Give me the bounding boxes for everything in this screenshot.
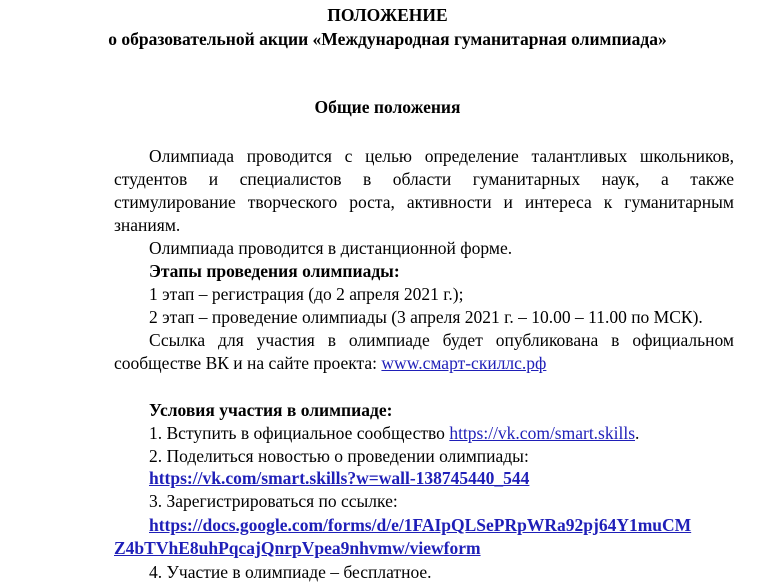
condition-1: [149, 422, 734, 444]
section-heading-general: Общие положения: [314, 97, 461, 117]
document-title: ПОЛОЖЕНИЕ: [327, 5, 448, 25]
vk-community-link[interactable]: https://vk.com/smart.skills: [449, 423, 636, 443]
vk-wall-post-link[interactable]: https://vk.com/smart.skills?w=wall-138745440_544: [149, 468, 530, 488]
site-link[interactable]: www.смарт-скиллс.рф: [381, 353, 547, 373]
registration-form-link-part-2[interactable]: Z4bTVhE8uhPqcajQnrpVpea9nhvmw/viewform: [114, 538, 481, 558]
document-subtitle: о образовательной акции «Международная гуманитарная олимпиада»: [108, 29, 667, 49]
condition-2: 2. Поделиться новостью о проведении олимпиады:: [149, 446, 529, 466]
stages-heading: Этапы проведения олимпиады:: [149, 261, 400, 281]
intro-paragraph-line-4: знаниям.: [114, 215, 181, 235]
registration-form-link-part-1[interactable]: https://docs.google.com/forms/d/e/1FAIpQLSePRpWRa92pj64Y1muCM: [149, 515, 692, 535]
link-info-line-2-text: сообществе ВК и на сайте проекта:: [114, 353, 382, 373]
condition-1-suffix: .: [635, 423, 640, 443]
conditions-heading: Условия участия в олимпиаде:: [149, 400, 393, 420]
stage-2: 2 этап – проведение олимпиады (3 апреля 2021 г. – 10.00 – 11.00 по МСК).: [149, 307, 703, 327]
intro-paragraph-line-1: Олимпиада проводится с целью определение талантливых школьников,: [149, 146, 734, 166]
intro-paragraph-line-2: студентов и специалистов в области гуманитарных наук, а также: [114, 169, 734, 189]
registration-link-line-1: [149, 514, 734, 536]
link-info-line-1: Ссылка для участия в олимпиаде будет опубликована в официальном: [149, 330, 734, 350]
condition-4: 4. Участие в олимпиаде – бесплатное.: [149, 562, 432, 582]
condition-1-text: 1. Вступить в официальное сообщество: [149, 423, 450, 443]
intro-paragraph-line-3: стимулирование творческого роста, активности и интереса к гуманитарным: [114, 192, 734, 212]
condition-2-link-line: [149, 467, 734, 489]
stage-1: 1 этап – регистрация (до 2 апреля 2021 г.);: [149, 284, 464, 304]
format-line: Олимпиада проводится в дистанционной форме.: [149, 238, 513, 258]
registration-link-line-2: [114, 537, 734, 559]
link-info-line-2: [114, 352, 734, 374]
condition-3: 3. Зарегистрироваться по ссылке:: [149, 491, 398, 511]
